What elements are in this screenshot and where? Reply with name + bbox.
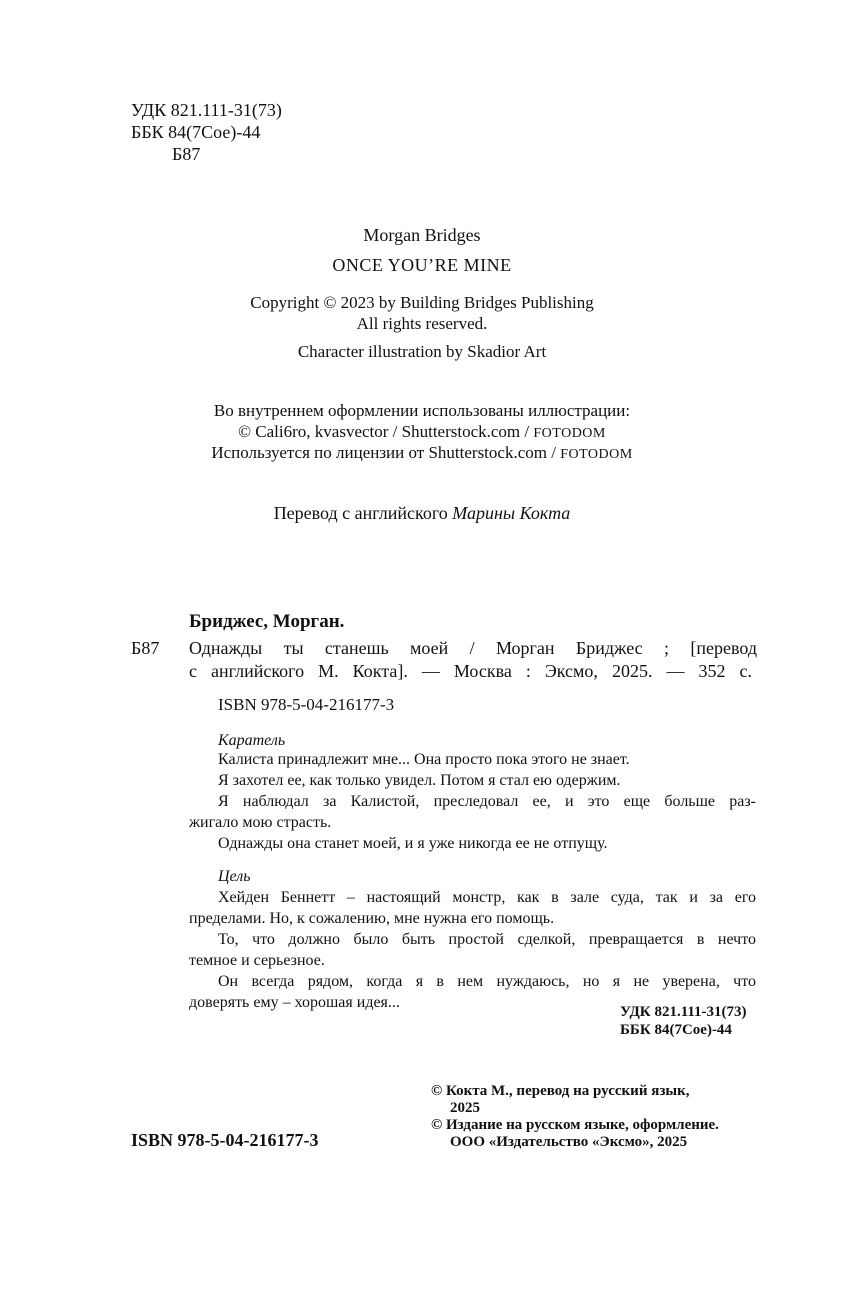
illustrations-line-1: Во внутреннем оформлении использованы иллюстрации: bbox=[213, 401, 631, 420]
illustrations-line-3: Используется по лицензии от Shutterstock.com / FOTODOM bbox=[211, 443, 633, 462]
annotation-paragraph: Он всегда рядом, когда я в нем нуждаюсь, но я не уверена, что bbox=[218, 973, 756, 990]
copyright-translation-year: 2025 bbox=[450, 1100, 480, 1116]
annotation-paragraph: Калиста принадлежит мне... Она просто пока этого не знает. bbox=[218, 751, 630, 768]
copyright-line: Copyright © 2023 by Building Bridges Publishing bbox=[250, 293, 594, 312]
illustration-credit: Character illustration by Skadior Art bbox=[297, 342, 547, 361]
annotation-paragraph: Хейден Беннетт – настоящий монстр, как в зале суда, так и за его bbox=[218, 889, 756, 906]
annotation-paragraph: пределами. Но, к сожалению, мне нужна его помощь. bbox=[189, 910, 555, 927]
footer-udk: УДК 821.111-31(73) bbox=[620, 1004, 747, 1020]
annotation-paragraph: То, что должно было быть простой сделкой, превращается в нечто bbox=[218, 931, 756, 948]
card-isbn: ISBN 978-5-04-216177-3 bbox=[218, 695, 395, 714]
footer-bbk: ББК 84(7Сое)-44 bbox=[620, 1022, 732, 1038]
annotation-paragraph: темное и серьезное. bbox=[189, 952, 325, 969]
copyright-translation: © Кокта М., перевод на русский язык, bbox=[431, 1083, 690, 1099]
illustrations-line-2: © Cali6ro, kvasvector / Shutterstock.com / FOTODOM bbox=[238, 422, 606, 441]
copyright-edition: © Издание на русском языке, оформление. bbox=[431, 1117, 719, 1133]
card-heading: Бриджес, Морган. bbox=[189, 611, 345, 632]
annotation-paragraph: Однажды она станет моей, и я уже никогда ее не отпущу. bbox=[218, 835, 608, 852]
annotation-paragraph: жигало мою страсть. bbox=[189, 814, 332, 831]
annotation-paragraph: доверять ему – хорошая идея... bbox=[189, 994, 400, 1011]
card-mark: Б87 bbox=[131, 638, 160, 658]
translation-credit: Перевод с английского Марины Кокта bbox=[273, 503, 571, 523]
author-mark: Б87 bbox=[172, 144, 201, 164]
footer-isbn: ISBN 978-5-04-216177-3 bbox=[131, 1130, 319, 1150]
section-heading-karatel: Каратель bbox=[218, 732, 286, 749]
card-description-line-2: с английского М. Кокта]. — Москва : Эксмо, 2025. — 352 с. bbox=[189, 661, 752, 681]
bbk-code: ББК 84(7Сое)-44 bbox=[131, 122, 261, 142]
udk-code: УДК 821.111-31(73) bbox=[131, 100, 282, 120]
rights-line: All rights reserved. bbox=[356, 314, 488, 333]
section-heading-tsel: Цель bbox=[218, 868, 251, 885]
annotation-paragraph: Я захотел ее, как только увидел. Потом я стал ею одержим. bbox=[218, 772, 621, 789]
card-description-line-1: Однажды ты станешь моей / Морган Бриджес ; [перевод bbox=[189, 638, 757, 658]
original-title: ONCE YOU’RE MINE bbox=[332, 255, 512, 275]
original-author: Morgan Bridges bbox=[363, 225, 481, 245]
translator-name: Марины Кокта bbox=[452, 503, 571, 523]
annotation-paragraph: Я наблюдал за Калистой, преследовал ее, и это еще больше раз- bbox=[218, 793, 756, 810]
copyright-publisher: ООО «Издательство «Эксмо», 2025 bbox=[450, 1134, 688, 1150]
